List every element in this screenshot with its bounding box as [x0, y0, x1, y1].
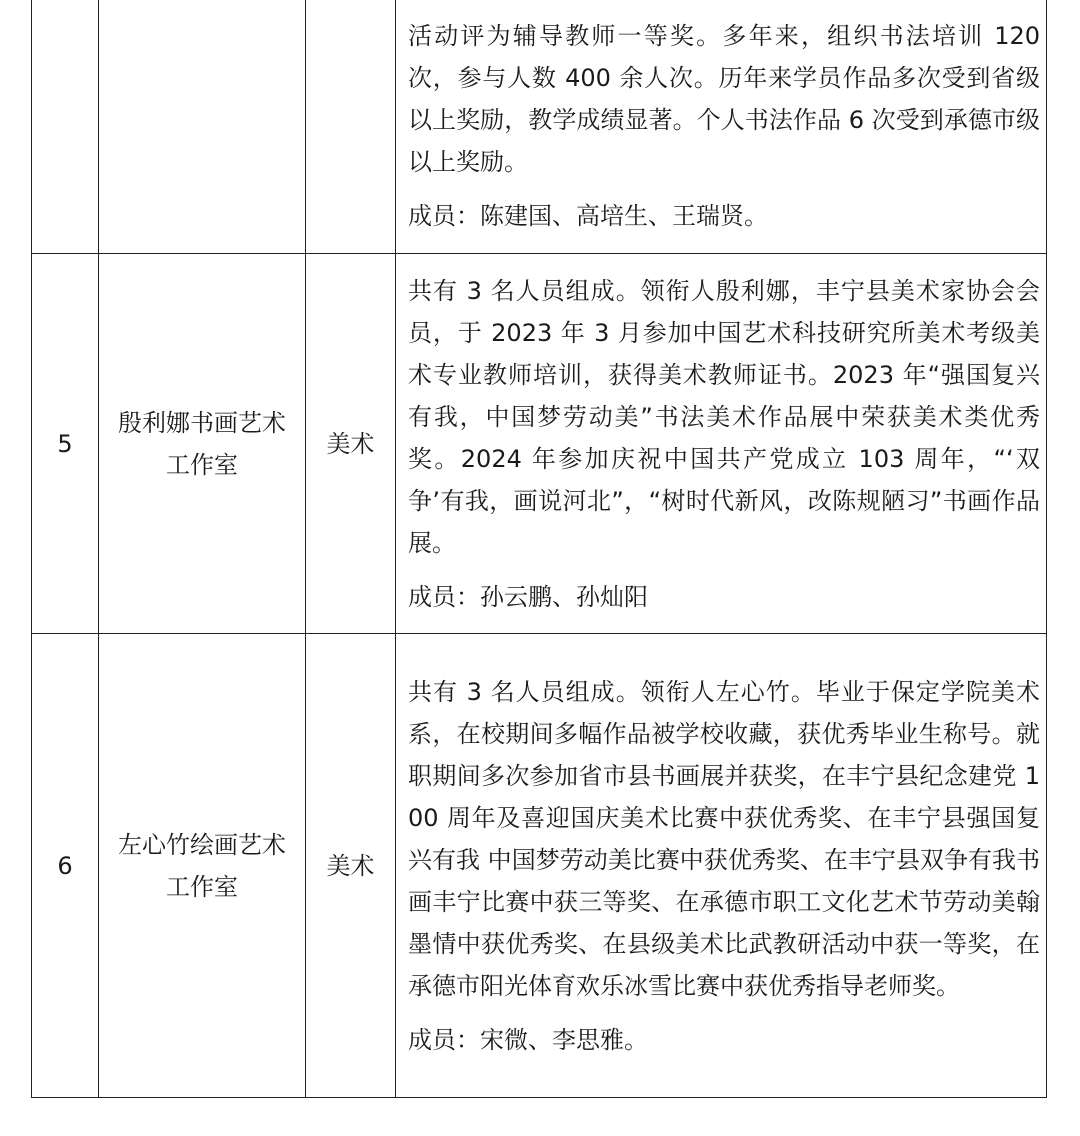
category-cell: [306, 254, 396, 634]
studio-name-cell: [99, 0, 306, 254]
description-cell: [396, 634, 1047, 1098]
row-number: 5: [57, 429, 73, 458]
table-row: [32, 0, 1047, 254]
category-cell: [306, 634, 396, 1098]
category: 美术: [326, 429, 375, 458]
description-text: 共有 3 名人员组成。领衔人左心竹。毕业于保定学院美术系，在校期间多幅作品被学校收藏，获优秀毕业生称号。就职期间多次参加省市县书画展并获奖，在丰宁县纪念建党 100 周年及喜迎国庆美术比赛中获优秀奖、在丰宁县强国复兴有我 中国梦劳动美比赛中获优秀奖、在丰宁县双争有我书画丰宁比赛中获三等奖、在承德市职工文化艺术节劳动美翰墨情中获优秀奖、在县级美术比武教研活动中获一等奖，在承德市阳光体育欢乐冰雪比赛中获优秀指导老师奖。: [408, 677, 1040, 1000]
row-number: 6: [57, 851, 73, 880]
table-row: [32, 634, 1047, 1098]
row-number-cell: [32, 254, 99, 634]
category: 美术: [326, 851, 375, 880]
studio-name: 殷利娜书画艺术工作室: [118, 408, 286, 479]
description-cell: [396, 0, 1047, 254]
row-number-cell: [32, 634, 99, 1098]
table-row: [32, 254, 1047, 634]
description-text: 共有 3 名人员组成。领衔人殷利娜，丰宁县美术家协会会员，于 2023 年 3 月参加中国艺术科技研究所美术考级美术专业教师培训，获得美术教师证书。2023 年“强国复兴有我，中国梦劳动美”书法美术作品展中荣获美术类优秀奖。2024 年参加庆祝中国共产党成立 103 周年，“‘双争’有我，画说河北”，“树时代新风，改陈规陋习”书画作品展。: [408, 276, 1040, 557]
studio-table: [31, 0, 1047, 1098]
description-text: 活动评为辅导教师一等奖。多年来，组织书法培训 120 次，参与人数 400 余人次。历年来学员作品多次受到省级以上奖励，教学成绩显著。个人书法作品 6 次受到承德市级以上奖励。: [408, 22, 1040, 176]
members-text: 成员：陈建国、高培生、王瑞贤。: [408, 202, 768, 230]
members-text: 成员：孙云鹏、孙灿阳: [408, 582, 648, 611]
row-number-cell: [32, 0, 99, 254]
studio-name-cell: [99, 634, 306, 1098]
studio-name: 左心竹绘画艺术工作室: [118, 830, 286, 901]
description-cell: [396, 254, 1047, 634]
studio-name-cell: [99, 254, 306, 634]
members-text: 成员：宋微、李思雅。: [408, 1025, 648, 1054]
category-cell: [306, 0, 396, 254]
